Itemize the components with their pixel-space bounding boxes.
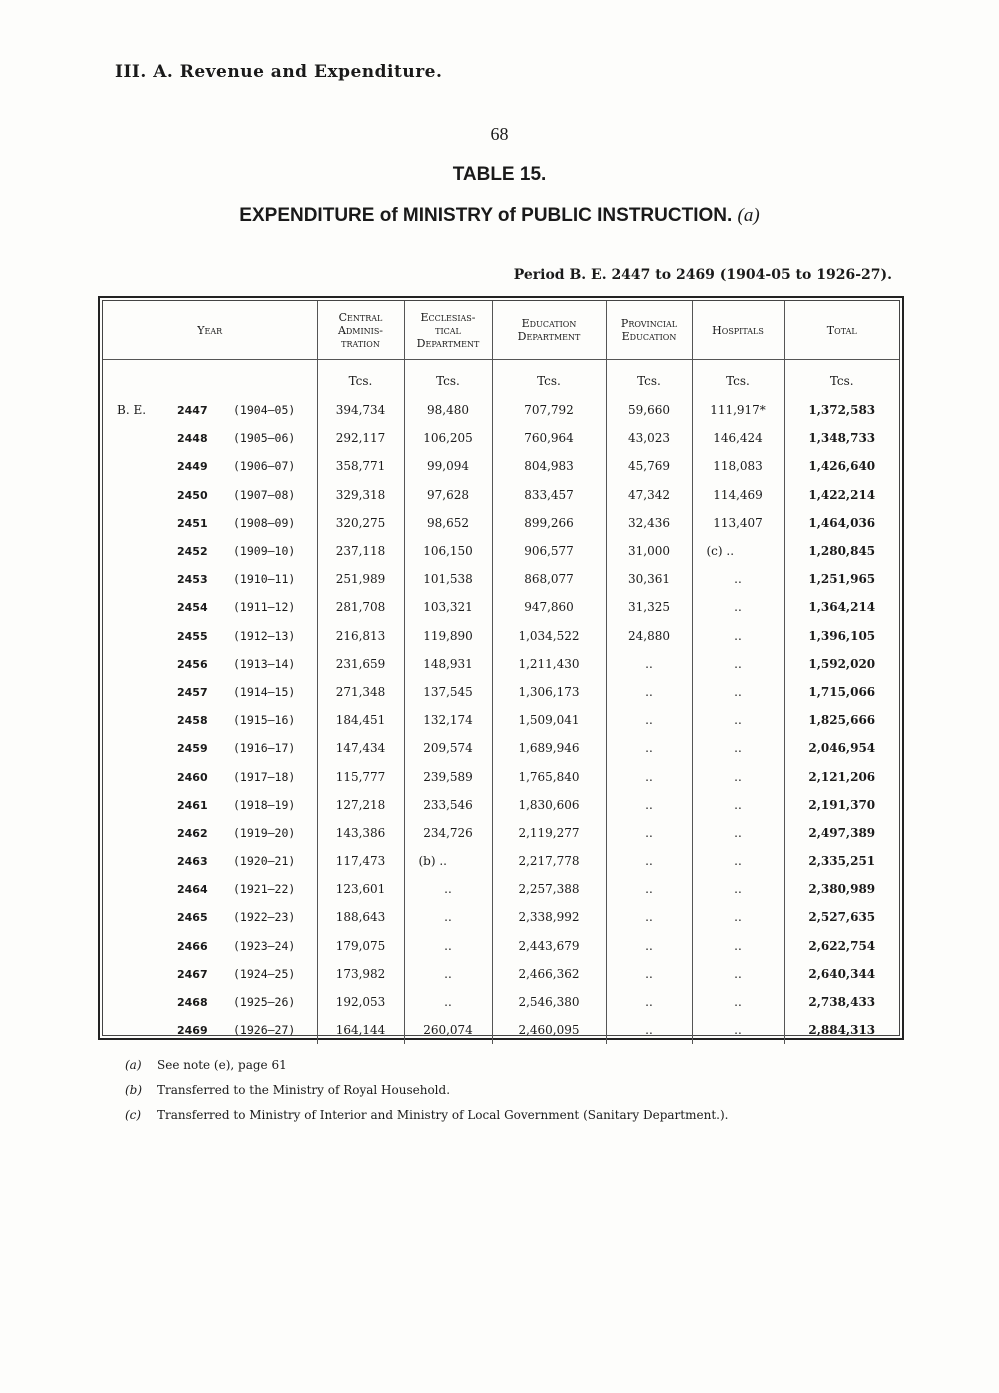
cell-edu: 2,460,095 [492,1016,606,1044]
table-row [103,932,899,960]
ce-year: (1918–19) [233,797,296,812]
be-year: 2469 [177,1024,208,1038]
footnote-a-text: See note (e), page 61 [157,1058,287,1072]
year-cell [103,847,317,875]
ce-year: (1907–08) [233,487,296,502]
table-row [103,650,899,678]
cell-eccl: 98,480 [404,396,492,424]
unit-eccl: Tcs. [404,360,492,397]
ce-year: (1913–14) [233,656,296,671]
cell-eccl: .. [404,875,492,903]
cell-central: 164,144 [317,1016,404,1044]
table-row [103,396,899,424]
ce-year: (1923–24) [233,938,296,953]
cell-edu: 1,211,430 [492,650,606,678]
header-central-line1: Central [338,310,383,324]
table-title-text: EXPENDITURE of MINISTRY of PUBLIC INSTRUCTION. [239,205,733,226]
ce-year: (1910–11) [233,572,296,587]
cell-total: 1,372,583 [784,396,899,424]
cell-total: 2,622,754 [784,932,899,960]
cell-central: 231,659 [317,650,404,678]
ce-year: (1915–16) [233,713,296,728]
cell-central: 123,601 [317,875,404,903]
footnote-c-key: (c) [125,1108,142,1122]
cell-central: 192,053 [317,988,404,1016]
cell-hosp: .. [692,734,784,762]
table-row [103,678,899,706]
cell-central: 143,386 [317,819,404,847]
year-cell [103,875,317,903]
cell-eccl: 239,589 [404,762,492,790]
units-row [103,360,899,397]
year-cell [103,903,317,931]
expenditure-table [103,301,899,1044]
cell-hosp: .. [692,565,784,593]
unit-prov: Tcs. [606,360,692,397]
cell-eccl: 260,074 [404,1016,492,1044]
cell-total: 1,715,066 [784,678,899,706]
year-cell [103,819,317,847]
cell-edu: 1,509,041 [492,706,606,734]
cell-central: 188,643 [317,903,404,931]
footnote-a-key: (a) [125,1058,142,1072]
cell-eccl: 106,205 [404,424,492,452]
cell-hosp: .. [692,650,784,678]
cell-total: 2,738,433 [784,988,899,1016]
cell-total: 2,640,344 [784,960,899,988]
ce-year: (1905–06) [233,431,296,446]
cell-eccl: 209,574 [404,734,492,762]
cell-total: 1,592,020 [784,650,899,678]
ce-year: (1921–22) [233,882,296,897]
cell-edu: 833,457 [492,481,606,509]
cell-prov: 43,023 [606,424,692,452]
cell-hosp: .. [692,847,784,875]
cell-eccl: 98,652 [404,509,492,537]
year-cell [103,537,317,565]
cell-edu: 2,119,277 [492,819,606,847]
footnote-b [125,1083,728,1099]
header-hospitals: Hospitals [692,301,784,360]
cell-hosp: 118,083 [692,452,784,480]
cell-prov: 31,000 [606,537,692,565]
cell-total: 1,464,036 [784,509,899,537]
cell-prov: .. [606,988,692,1016]
cell-prov: 59,660 [606,396,692,424]
cell-prov: .. [606,847,692,875]
year-cell [103,452,317,480]
unit-central: Tcs. [317,360,404,397]
table-row [103,875,899,903]
be-year: 2449 [177,460,208,474]
header-central-line2: Adminis- [337,323,384,337]
cell-prov: .. [606,762,692,790]
year-cell [103,791,317,819]
cell-central: 173,982 [317,960,404,988]
cell-edu: 1,034,522 [492,622,606,650]
cell-hosp: 146,424 [692,424,784,452]
ce-year: (1906–07) [233,459,296,474]
cell-total: 2,191,370 [784,791,899,819]
ce-year: (1908–09) [233,515,296,530]
cell-total: 2,380,989 [784,875,899,903]
year-cell [103,593,317,621]
table-row [103,791,899,819]
cell-hosp: .. [692,791,784,819]
header-eccl-line1: Ecclesias- [420,310,476,324]
year-cell [103,424,317,452]
header-ecclesiastical [404,301,492,360]
cell-edu: 2,466,362 [492,960,606,988]
be-year: 2459 [177,742,208,756]
cell-central: 271,348 [317,678,404,706]
year-cell [103,706,317,734]
cell-prov: .. [606,960,692,988]
cell-prov: .. [606,819,692,847]
cell-total: 1,426,640 [784,452,899,480]
ce-year: (1926–27) [233,1023,296,1038]
cell-prov: .. [606,734,692,762]
cell-eccl: 119,890 [404,622,492,650]
cell-eccl: .. [404,960,492,988]
year-cell [103,509,317,537]
header-provincial [606,301,692,360]
cell-hosp: .. [692,903,784,931]
cell-total: 2,121,206 [784,762,899,790]
table-row [103,734,899,762]
cell-central: 127,218 [317,791,404,819]
cell-eccl: .. [404,903,492,931]
cell-hosp: .. [692,678,784,706]
cell-prov: .. [606,650,692,678]
cell-hosp: .. [692,875,784,903]
ce-year: (1909–10) [233,544,296,559]
table-title-note: (a) [737,205,760,226]
cell-central: 394,734 [317,396,404,424]
cell-eccl: .. [404,988,492,1016]
cell-total: 2,884,313 [784,1016,899,1044]
cell-central: 281,708 [317,593,404,621]
table-number: TABLE 15. [452,164,547,185]
be-year: 2463 [177,855,208,869]
cell-eccl: 97,628 [404,481,492,509]
year-cell [103,481,317,509]
cell-prov: 30,361 [606,565,692,593]
be-year: 2466 [177,939,208,953]
cell-hosp: .. [692,932,784,960]
table-row [103,903,899,931]
cell-prov: .. [606,875,692,903]
cell-central: 115,777 [317,762,404,790]
cell-total: 1,280,845 [784,537,899,565]
cell-eccl: .. [404,932,492,960]
header-central [317,301,404,360]
cell-central: 216,813 [317,622,404,650]
table-row [103,762,899,790]
year-cell [103,762,317,790]
header-eccl-line2: tical [435,323,461,337]
cell-central: 251,989 [317,565,404,593]
cell-edu: 2,443,679 [492,932,606,960]
cell-central: 329,318 [317,481,404,509]
cell-central: 147,434 [317,734,404,762]
cell-eccl: (b) .. [404,847,492,875]
table-row [103,622,899,650]
table-row [103,1016,899,1044]
cell-total: 1,396,105 [784,622,899,650]
cell-edu: 760,964 [492,424,606,452]
cell-hosp: .. [692,593,784,621]
year-cell [103,960,317,988]
page-number: 68 [490,124,509,144]
ce-year: (1922–23) [233,910,296,925]
ce-year: (1904–05) [233,403,296,418]
units-year [103,360,317,397]
cell-edu: 2,217,778 [492,847,606,875]
header-edu-line1: Education [521,317,577,330]
section-heading: III. A. Revenue and Expenditure. [115,62,443,82]
cell-prov: .. [606,678,692,706]
header-year: Year [103,301,317,360]
be-year: 2451 [177,516,208,530]
cell-eccl: 234,726 [404,819,492,847]
be-year: 2457 [177,685,208,699]
cell-central: 358,771 [317,452,404,480]
header-central-line3: tration [341,336,380,350]
be-year: 2450 [177,488,208,502]
cell-total: 1,422,214 [784,481,899,509]
year-cell [103,932,317,960]
cell-prov: .. [606,1016,692,1044]
table-row [103,960,899,988]
ce-year: (1924–25) [233,966,296,981]
table-row [103,988,899,1016]
header-prov-line1: Provincial [620,317,678,330]
be-year: 2461 [177,798,208,812]
cell-eccl: 148,931 [404,650,492,678]
cell-hosp: 114,469 [692,481,784,509]
cell-edu: 1,306,173 [492,678,606,706]
footnote-b-key: (b) [125,1083,143,1097]
be-year: 2465 [177,911,208,925]
cell-hosp: .. [692,988,784,1016]
cell-edu: 2,338,992 [492,903,606,931]
ce-year: (1916–17) [233,741,296,756]
cell-total: 2,335,251 [784,847,899,875]
be-year: 2452 [177,545,208,559]
cell-total: 2,497,389 [784,819,899,847]
be-year: 2468 [177,996,208,1010]
header-eccl-line3: Department [416,336,480,350]
be-year: 2456 [177,657,208,671]
cell-eccl: 132,174 [404,706,492,734]
unit-hosp: Tcs. [692,360,784,397]
ce-year: (1914–15) [233,684,296,699]
be-year: 2453 [177,573,208,587]
cell-total: 2,527,635 [784,903,899,931]
be-year: 2464 [177,883,208,897]
cell-hosp: .. [692,706,784,734]
header-total: Total [784,301,899,360]
header-row [103,301,899,360]
cell-hosp: .. [692,622,784,650]
cell-edu: 947,860 [492,593,606,621]
cell-hosp: 111,917* [692,396,784,424]
cell-central: 237,118 [317,537,404,565]
cell-hosp: .. [692,960,784,988]
be-year: 2455 [177,629,208,643]
table-row [103,593,899,621]
table-row [103,706,899,734]
cell-prov: 47,342 [606,481,692,509]
footnote-b-text: Transferred to the Ministry of Royal Household. [157,1083,451,1097]
cell-hosp: .. [692,819,784,847]
cell-prov: .. [606,791,692,819]
be-year: 2462 [177,826,208,840]
cell-edu: 899,266 [492,509,606,537]
cell-prov: 32,436 [606,509,692,537]
ce-year: (1925–26) [233,995,296,1010]
year-cell [103,396,317,424]
cell-eccl: 137,545 [404,678,492,706]
year-cell [103,622,317,650]
footnote-c-text: Transferred to Ministry of Interior and Ministry of Local Government (Sanitary Department.). [157,1108,729,1122]
cell-edu: 804,983 [492,452,606,480]
ce-year: (1911–12) [233,600,296,615]
table-row [103,565,899,593]
period-label: Period B. E. 2447 to 2469 (1904-05 to 1926-27). [513,267,892,283]
cell-eccl: 106,150 [404,537,492,565]
cell-edu: 2,546,380 [492,988,606,1016]
cell-edu: 707,792 [492,396,606,424]
year-cell [103,678,317,706]
be-year: 2447 [177,404,208,418]
header-prov-line2: Education [621,330,677,343]
cell-prov: 24,880 [606,622,692,650]
cell-total: 1,348,733 [784,424,899,452]
table-row [103,509,899,537]
unit-edu: Tcs. [492,360,606,397]
cell-edu: 2,257,388 [492,875,606,903]
year-cell [103,988,317,1016]
be-year: 2448 [177,432,208,446]
cell-total: 1,825,666 [784,706,899,734]
cell-edu: 906,577 [492,537,606,565]
ce-year: (1917–18) [233,769,296,784]
header-edu-line2: Department [517,330,581,343]
era-label: B. E. [117,403,147,418]
year-cell [103,650,317,678]
table-row [103,424,899,452]
table-row [103,819,899,847]
cell-central: 292,117 [317,424,404,452]
cell-central: 184,451 [317,706,404,734]
cell-eccl: 101,538 [404,565,492,593]
cell-hosp: .. [692,1016,784,1044]
cell-edu: 868,077 [492,565,606,593]
cell-eccl: 99,094 [404,452,492,480]
cell-central: 179,075 [317,932,404,960]
year-cell [103,565,317,593]
table-title [0,205,999,227]
footnote-c [125,1108,728,1124]
cell-hosp: 113,407 [692,509,784,537]
header-education [492,301,606,360]
ce-year: (1920–21) [233,854,296,869]
cell-total: 1,364,214 [784,593,899,621]
cell-prov: .. [606,932,692,960]
cell-eccl: 103,321 [404,593,492,621]
cell-central: 117,473 [317,847,404,875]
cell-prov: 45,769 [606,452,692,480]
cell-edu: 1,830,606 [492,791,606,819]
cell-prov: .. [606,903,692,931]
table-row [103,481,899,509]
be-year: 2467 [177,967,208,981]
cell-total: 2,046,954 [784,734,899,762]
footnotes [125,1058,728,1133]
ce-year: (1919–20) [233,825,296,840]
ce-year: (1912–13) [233,628,296,643]
year-cell [103,734,317,762]
cell-hosp: (c) .. [692,537,784,565]
cell-total: 1,251,965 [784,565,899,593]
table-row [103,537,899,565]
table-row [103,452,899,480]
table-row [103,847,899,875]
cell-edu: 1,765,840 [492,762,606,790]
cell-prov: .. [606,706,692,734]
cell-edu: 1,689,946 [492,734,606,762]
be-year: 2458 [177,714,208,728]
year-cell [103,1016,317,1044]
be-year: 2460 [177,770,208,784]
cell-prov: 31,325 [606,593,692,621]
cell-eccl: 233,546 [404,791,492,819]
footnote-a [125,1058,728,1074]
cell-central: 320,275 [317,509,404,537]
be-year: 2454 [177,601,208,615]
unit-total: Tcs. [784,360,899,397]
cell-hosp: .. [692,762,784,790]
